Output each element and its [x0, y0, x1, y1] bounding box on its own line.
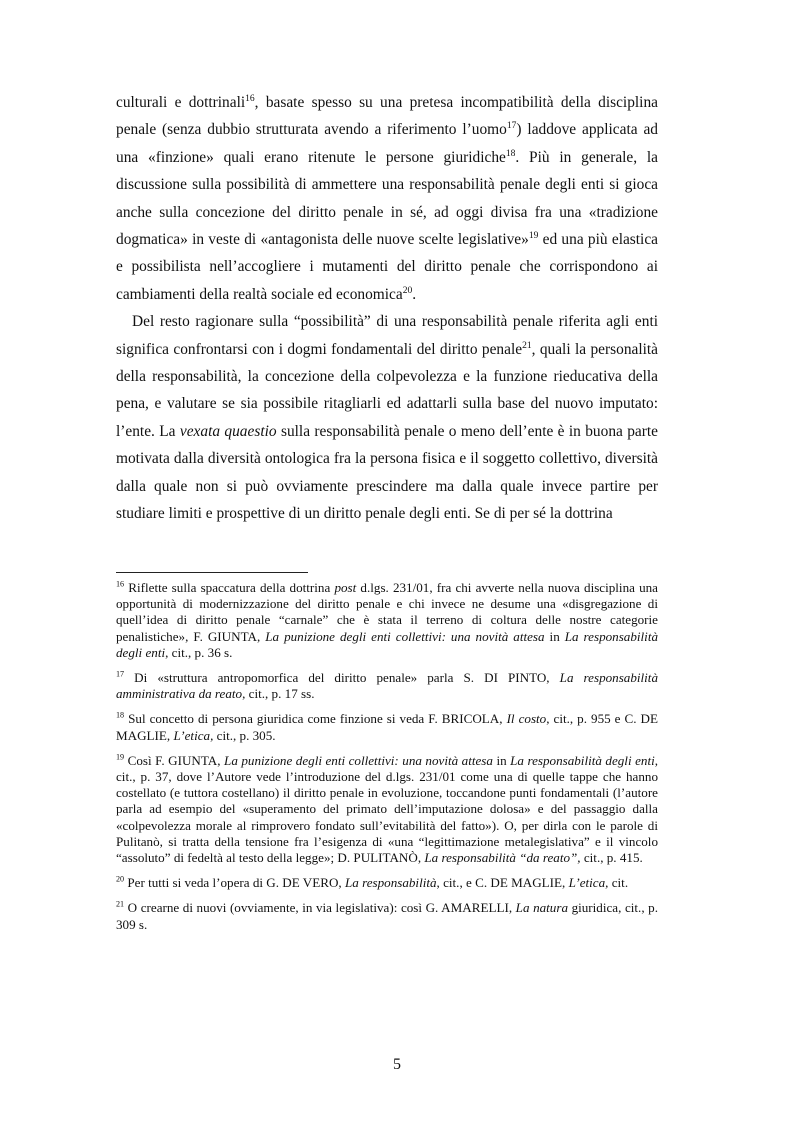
paragraph-2: Del resto ragionare sulla “possibilità” di una responsabilità penale riferita agli enti significa confrontarsi con i dogmi fondamentali del diritto penale$^{21}$, quali la personalità della responsabilità, la concezione della colpevolezza e la funzione rieducativa della pena, e valutare se sia possibile ritagliarli ed adattarli sulla base del nuovo imputato: l’ente. La vexata quaestio sulla responsabilità penale o meno dell’ente è in buona parte motivata dalla diversità ontologica fra la persona fisica e il soggetto collettivo, diversità dalla quale non si può ovviamente prescindere ma dalla quale invece partire per studiare limiti e prospettive di un diritto penale degli enti. Se di per sé la dottrina: [116, 313, 659, 523]
footnote-17: $^{17}$ Di «struttura antropomorfica del diritto penale» parla S. DI PINTO, La responsabilità amministrativa da reato, cit., p. 17 ss.: [116, 669, 658, 702]
footnote-separator: [116, 572, 308, 573]
footnote-number: 16: [116, 579, 125, 589]
footnote-ref-19[interactable]: 19: [528, 229, 539, 241]
footnote-20: $^{20}$ Per tutti si veda l’opera di G. DE VERO, La responsabilità, cit., e C. DE MAGLIE, L’etica, cit.: [116, 874, 629, 891]
page-number: 5: [393, 1056, 401, 1073]
footnote-16: $^{16}$ Riflette sulla spaccatura della dottrina post d.lgs. 231/01, fra chi avverte nella nuova disciplina una opportunità di modernizzazione del diritto penale e chi invece ne desume una «disgregazione di quell’idea di diritto penale “carnale” che è stata il terreno di coltura delle nostre categorie penalistiche», F. GIUNTA, La punizione degli enti collettivi: una novità attesa in La responsabilità degli enti, cit., p. 36 s.: [116, 579, 658, 660]
footnote-ref-20[interactable]: 20: [402, 284, 413, 296]
footnote-ref-16[interactable]: 16: [245, 92, 255, 104]
footnote-21: $^{21}$ O crearne di nuovi (ovviamente, in via legislativa): così G. AMARELLI, La natura giuridica, cit., p. 309 s.: [116, 900, 658, 932]
footnote-number: 19: [116, 752, 125, 762]
footnote-number: 18: [116, 711, 125, 721]
body-text: [116, 89, 658, 528]
footnote-number: 21: [116, 900, 125, 910]
footnotes: [116, 580, 658, 942]
footnote-ref-17[interactable]: 17: [506, 120, 517, 132]
footnote-19: $^{19}$ Così F. GIUNTA, La punizione degli enti collettivi: una novità attesa in La responsabilità degli enti, cit., p. 37, dove l’Autore vede l’introduzione del d.lgs. 231/01 come una di quelle tappe che hanno costellato (e tuttora costellano) il diritto penale in evoluzione, toccandone punti fondamentali (l’autore parla ad esempio del «superamento del primato dell’imputazione dolosa» e del passaggio dalla «colpevolezza morale al rimprovero fondato sull’evitabilità del fatto»). O, per dirla con le parole di Pulitanò, si tratta della tensione fra l’esigenza di «una “legittimazione metalegislativa” e il vincolo “assoluto” di fedeltà al testo della legge»; D. PULITANÒ, La responsabilità “da reato”, cit., p. 415.: [116, 752, 658, 866]
footnote-18: $^{18}$ Sul concetto di persona giuridica come finzione si veda F. BRICOLA, Il costo, cit., p. 955 e C. DE MAGLIE, L’etica, cit., p. 305.: [116, 711, 658, 743]
footnote-number: 20: [116, 874, 125, 884]
footnote-number: 17: [116, 669, 125, 679]
paragraph-1: culturali e dottrinali$^{16}$, basate spesso su una pretesa incompatibilità della disciplina penale (senza dubbio strutturata avendo a riferimento l’uomo$^{17}$) laddove applicata ad una «finzione» quali erano ritenute le persone giuridiche$^{18}$. Più in generale, la discussione sulla possibilità di ammettere una responsabilità penale degli enti si gioca anche sulla concezione del diritto penale in sé, ad oggi divisa fra una «tradizione dogmatica» in veste di «antagonista delle nuove scelte legislative»$^{19}$ ed una più elastica e possibilista nell’accogliere i mutamenti del diritto penale che corrispondono ai cambiamenti della realtà sociale ed economica$^{20}$.: [116, 92, 659, 303]
footnote-ref-18[interactable]: 18: [505, 147, 516, 159]
footnote-ref-21[interactable]: 21: [522, 339, 532, 351]
